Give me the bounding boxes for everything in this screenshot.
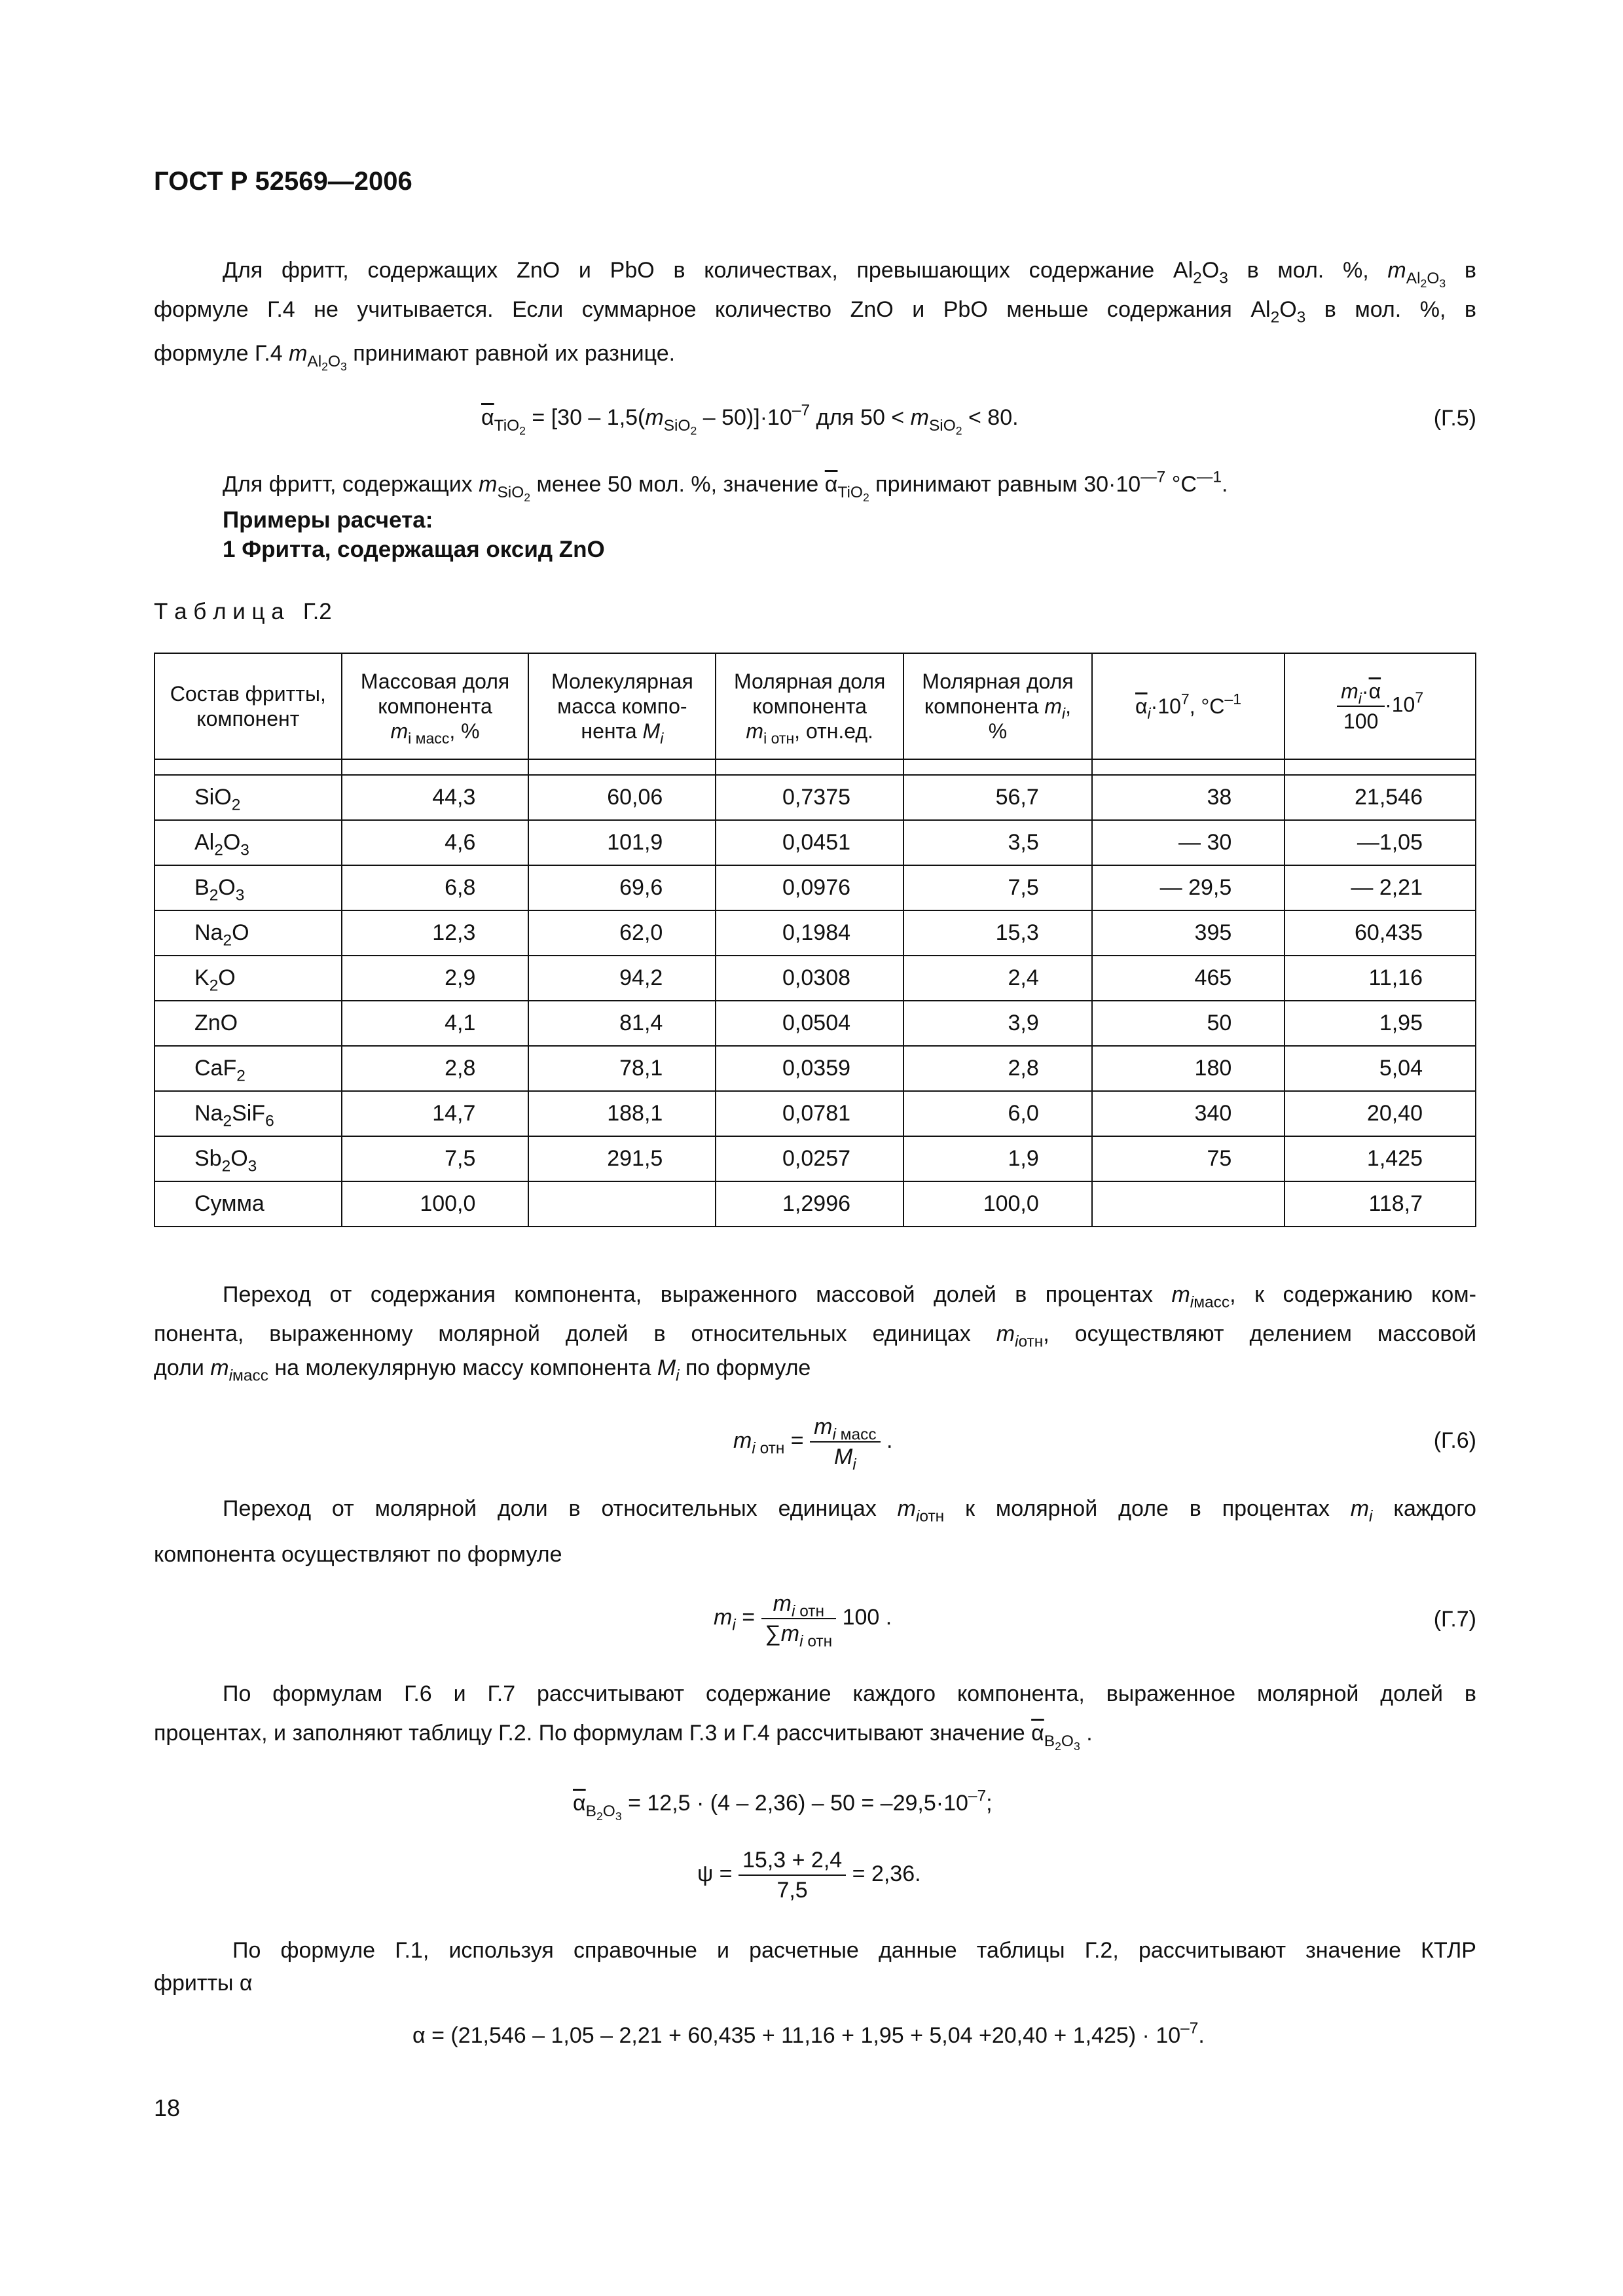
value-cell: 21,546 — [1285, 775, 1476, 820]
value-cell: 3,9 — [903, 1001, 1092, 1046]
value-cell: 75 — [1092, 1136, 1285, 1181]
transition1-line-3: доли $m_{iмасс}$ на молекулярную массу компонента $M_i$ по формуле — [154, 1355, 811, 1385]
value-cell: 395 — [1092, 910, 1285, 956]
value-cell: 100,0 — [342, 1181, 529, 1227]
value-cell: 0,0504 — [716, 1001, 903, 1046]
transition2-line-2: компонента осуществляют по формуле — [154, 1542, 562, 1567]
equation-alpha: $\alpha = (21,546 - 1,05 - 2,21 + 60,435 + 11,16 + 1,95 + 5,04 +20,40 + 1,425) \cdot 10^{-7}$. — [412, 2019, 1205, 2048]
value-cell: 1,95 — [1285, 1001, 1476, 1046]
formula-g5: $\overline{\alpha}_{TiO_2} = [30 - 1,5(m_{SiO_2} - 50)]\cdot 10^{-7}$ для $50 < m_{SiO_2} < 80$. — [481, 401, 1019, 437]
value-cell: 0,0257 — [716, 1136, 903, 1181]
table-caption: Т а б л и ц а Г.2 — [154, 599, 332, 624]
transition1-line-2: понента, выраженному молярной долей в относительных единицах $m_{iотн}$, осуществляют делением массовой — [154, 1321, 1477, 1351]
table-row — [155, 865, 1476, 910]
example-1-title: 1 Фритта, содержащая оксид ZnO — [223, 537, 605, 562]
value-cell — [528, 1181, 716, 1227]
value-cell: 62,0 — [528, 910, 716, 956]
value-cell: —1,05 — [1285, 820, 1476, 865]
formula-g7-number: (Г.7) — [1433, 1607, 1476, 1632]
value-cell: 465 — [1092, 956, 1285, 1001]
value-cell: 0,1984 — [716, 910, 903, 956]
value-cell: — 30 — [1092, 820, 1285, 865]
value-cell: 38 — [1092, 775, 1285, 820]
page-number: 18 — [154, 2094, 181, 2121]
intro-line-3: формуле Г.4 $m_{Al_2O_3}$ принимают равной их разнице. — [154, 341, 676, 373]
intro-line-1: Для фритт, содержащих ZnO и PbO в количествах, превышающих содержание $Al_2O_3$ в мол. %, $m_{Al_2O_3}$ в — [223, 258, 1476, 290]
value-cell: 1,9 — [903, 1136, 1092, 1181]
component-cell: $Sb_2O_3$ — [155, 1136, 342, 1181]
transition2-line-1: Переход от молярной доли в относительных единицах $m_{iотн}$ к молярной доле в процентах $m_i$ каждого — [223, 1496, 1476, 1526]
value-cell: 118,7 — [1285, 1181, 1476, 1227]
col-header-alpha: $\overline{\alpha}_i\cdot 10^7$, $^\circ C^{-1}$ — [1092, 653, 1285, 759]
value-cell: 78,1 — [528, 1046, 716, 1091]
component-cell: ZnO — [155, 1001, 342, 1046]
value-cell: 7,5 — [903, 865, 1092, 910]
value-cell: 291,5 — [528, 1136, 716, 1181]
component-cell: $Na_2SiF_6$ — [155, 1091, 342, 1136]
value-cell: 100,0 — [903, 1181, 1092, 1227]
value-cell: 1,425 — [1285, 1136, 1476, 1181]
component-cell: $Al_2O_3$ — [155, 820, 342, 865]
calc-line-2: процентах, и заполняют таблицу Г.2. По формулам Г.3 и Г.4 рассчитывают значение $\overline{\alpha}_{B_2O_3}$ . — [154, 1721, 1093, 1753]
value-cell: 7,5 — [342, 1136, 529, 1181]
value-cell: 0,7375 — [716, 775, 903, 820]
value-cell: 0,0451 — [716, 820, 903, 865]
document-header: ГОСТ Р 52569—2006 — [154, 167, 412, 196]
component-cell: $Na_2O$ — [155, 910, 342, 956]
final-line-1: По формуле Г.1, используя справочные и расчетные данные таблицы Г.2, рассчитывают значение КТЛР — [232, 1938, 1476, 1963]
value-cell: 4,6 — [342, 820, 529, 865]
col-header-contribution: $\frac{m_i\cdot\overline{\alpha}}{100}$ $\cdot 10^7$ — [1285, 653, 1476, 759]
value-cell: 180 — [1092, 1046, 1285, 1091]
tio2-note: Для фритт, содержащих $m_{SiO_2}$ менее 50 мол. %, значение $\overline{\alpha}_{TiO_2}$ принимают равным $30\cdot 10^{—7}$ $^\circ C^{—1}$. — [223, 468, 1228, 504]
col-header-component: Состав фритты, компонент — [155, 653, 342, 759]
table-row — [155, 1091, 1476, 1136]
formula-g6: $m_{i отн}$ = $\frac{m_{i масс}}{M_i}$ . — [733, 1412, 892, 1471]
component-cell: SiO$_2$ — [155, 775, 342, 820]
value-cell: 5,04 — [1285, 1046, 1476, 1091]
value-cell: 56,7 — [903, 775, 1092, 820]
equation-psi: ψ = $\frac{15,3 + 2,4}{7,5}$ = 2,36. — [697, 1846, 921, 1905]
calc-line-1: По формулам Г.6 и Г.7 рассчитывают содержание каждого компонента, выраженное молярной долей в — [223, 1681, 1476, 1706]
component-cell: $B_2O_3$ — [155, 865, 342, 910]
final-line-2: фритты α — [154, 1971, 253, 1996]
formula-g6-number: (Г.6) — [1433, 1428, 1476, 1453]
value-cell: 11,16 — [1285, 956, 1476, 1001]
table-row — [155, 820, 1476, 865]
col-header-molar-fraction-rel: Молярная доля компонента $m_{i отн}$, отн.ед. — [716, 653, 903, 759]
value-cell: 50 — [1092, 1001, 1285, 1046]
value-cell: — 29,5 — [1092, 865, 1285, 910]
table-row — [155, 1001, 1476, 1046]
value-cell: 340 — [1092, 1091, 1285, 1136]
component-cell: Сумма — [155, 1181, 342, 1227]
value-cell: 2,8 — [903, 1046, 1092, 1091]
table-g2 — [154, 653, 1476, 1227]
value-cell: 81,4 — [528, 1001, 716, 1046]
value-cell: 20,40 — [1285, 1091, 1476, 1136]
formula-g5-number: (Г.5) — [1433, 406, 1476, 431]
value-cell: 0,0781 — [716, 1091, 903, 1136]
value-cell: 4,1 — [342, 1001, 529, 1046]
equation-b2o3: $\overline{\alpha}_{B_2O_3} = 12,5 \cdot (4 - 2,36) - 50 = -29,5\cdot 10^{-7}$; — [573, 1787, 993, 1823]
table-row — [155, 1181, 1476, 1227]
value-cell: 12,3 — [342, 910, 529, 956]
value-cell — [1092, 1181, 1285, 1227]
table-row — [155, 1136, 1476, 1181]
component-cell: $K_2O$ — [155, 956, 342, 1001]
value-cell: 44,3 — [342, 775, 529, 820]
col-header-molecular-mass: Молекулярная масса компо-нента $M_i$ — [528, 653, 716, 759]
value-cell: 188,1 — [528, 1091, 716, 1136]
value-cell: 60,435 — [1285, 910, 1476, 956]
value-cell: 0,0976 — [716, 865, 903, 910]
col-header-molar-fraction-pct: Молярная доля компонента $m_i$, % — [903, 653, 1092, 759]
transition1-line-1: Переход от содержания компонента, выраженного массовой долей в процентах $m_{iмасс}$, к содержанию ком- — [223, 1282, 1476, 1312]
value-cell: 69,6 — [528, 865, 716, 910]
intro-line-2: формуле Г.4 не учитывается. Если суммарное количество ZnO и PbO меньше содержания $Al_2O_3$ в мол. %, в — [154, 297, 1476, 327]
table-row — [155, 956, 1476, 1001]
component-cell: CaF$_2$ — [155, 1046, 342, 1091]
value-cell: 15,3 — [903, 910, 1092, 956]
table-spacer-row — [155, 759, 1476, 775]
value-cell: 2,4 — [903, 956, 1092, 1001]
table-row — [155, 775, 1476, 820]
value-cell: 14,7 — [342, 1091, 529, 1136]
value-cell: 0,0308 — [716, 956, 903, 1001]
value-cell: 101,9 — [528, 820, 716, 865]
value-cell: 60,06 — [528, 775, 716, 820]
table-row — [155, 1046, 1476, 1091]
value-cell: 94,2 — [528, 956, 716, 1001]
value-cell: 3,5 — [903, 820, 1092, 865]
value-cell: — 2,21 — [1285, 865, 1476, 910]
value-cell: 6,0 — [903, 1091, 1092, 1136]
examples-title: Примеры расчета: — [223, 507, 433, 533]
value-cell: 2,8 — [342, 1046, 529, 1091]
col-header-mass-fraction: Массовая доля компонента $m_{i масс}$, % — [342, 653, 529, 759]
value-cell: 2,9 — [342, 956, 529, 1001]
table-row — [155, 910, 1476, 956]
value-cell: 0,0359 — [716, 1046, 903, 1091]
formula-g7: $m_i$ = $\frac{m_{i отн}}{\sum m_{i отн}}$ 100 . — [714, 1589, 892, 1648]
table-header-row — [155, 653, 1476, 759]
value-cell: 1,2996 — [716, 1181, 903, 1227]
value-cell: 6,8 — [342, 865, 529, 910]
